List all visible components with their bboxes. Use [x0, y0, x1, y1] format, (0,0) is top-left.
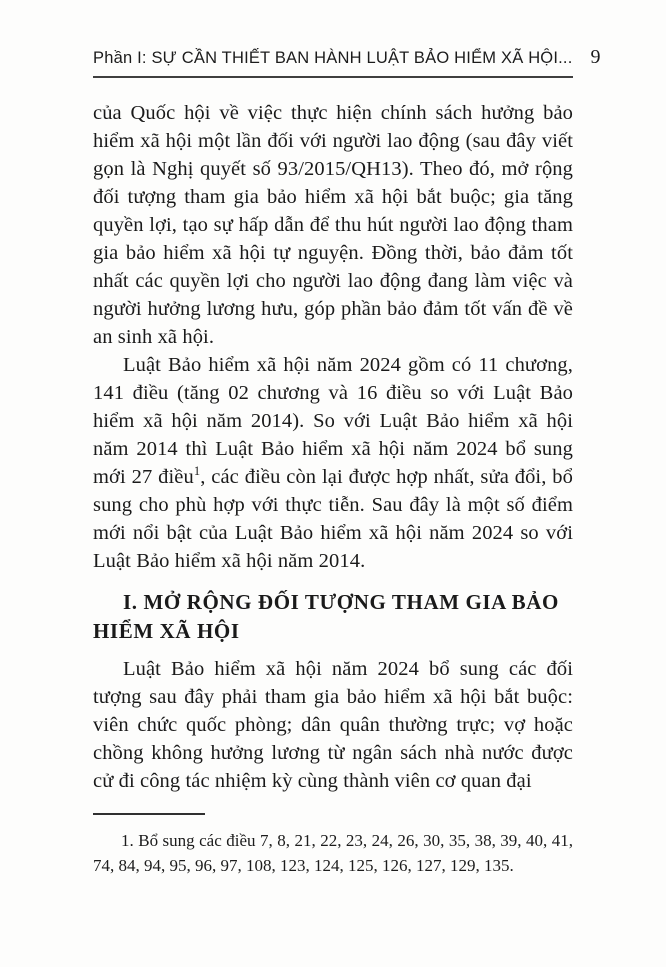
- paragraph-2-text-after-ref: , các điều còn lại được hợp nhất, sửa đổi, bổ sung cho phù hợp với thực tiễn. Sau đây là một số điểm mới nổi bật của Luật Bảo hiểm xã hội năm 2024 so với Luật Bảo hiểm xã hội năm 2014.: [93, 466, 573, 572]
- page-body: [93, 99, 573, 795]
- body-paragraph-3: Luật Bảo hiểm xã hội năm 2024 bổ sung các đối tượng sau đây phải tham gia bảo hiểm xã hội bắt buộc: viên chức quốc phòng; dân quân thường trực; vợ hoặc chồng không hưởng lương từ ngân sách nhà nước được cử đi công tác nhiệm kỳ cùng thành viên cơ quan đại: [93, 658, 573, 792]
- body-paragraph-continuation: của Quốc hội về việc thực hiện chính sách hưởng bảo hiểm xã hội một lần đối với người lao động (sau đây viết gọn là Nghị quyết số 93/2015/QH13). Theo đó, mở rộng đối tượng tham gia bảo hiểm xã hội bắt buộc; gia tăng quyền lợi, tạo sự hấp dẫn để thu hút người lao động tham gia bảo hiểm xã hội tự nguyện. Đồng thời, bảo đảm tốt nhất các quyền lợi cho người lao động đang làm việc và người hưởng lương hưu, góp phần bảo đảm tốt vấn đề về an sinh xã hội.: [93, 102, 573, 348]
- section-heading: I. MỞ RỘNG ĐỐI TƯỢNG THAM GIA BẢO HIỂM XÃ HỘI: [93, 590, 559, 643]
- page-number: 9: [590, 46, 601, 68]
- running-header-title: Phần I: SỰ CẦN THIẾT BAN HÀNH LUẬT BẢO HIỂM XÃ HỘI...: [93, 49, 573, 67]
- paragraph-2-text-before-ref: Luật Bảo hiểm xã hội năm 2024 gồm có 11 chương, 141 điều (tăng 02 chương và 16 điều so với Luật Bảo hiểm xã hội năm 2014). So với Luật Bảo hiểm xã hội năm 2014 thì Luật Bảo hiểm xã hội năm 2024 bổ sung mới 27 điều: [93, 354, 573, 488]
- footnote-reference-1: 1: [193, 464, 201, 479]
- footnote-separator: [93, 813, 205, 815]
- running-header: [93, 46, 601, 69]
- footnote-text: 1. Bổ sung các điều 7, 8, 21, 22, 23, 24, 26, 30, 35, 38, 39, 40, 41, 74, 84, 94, 95, 96, 97, 108, 123, 124, 125, 126, 127, 129, 135.: [93, 831, 573, 875]
- body-paragraph-2: [93, 351, 573, 575]
- header-rule: [93, 76, 573, 78]
- footnote-area: [93, 813, 573, 878]
